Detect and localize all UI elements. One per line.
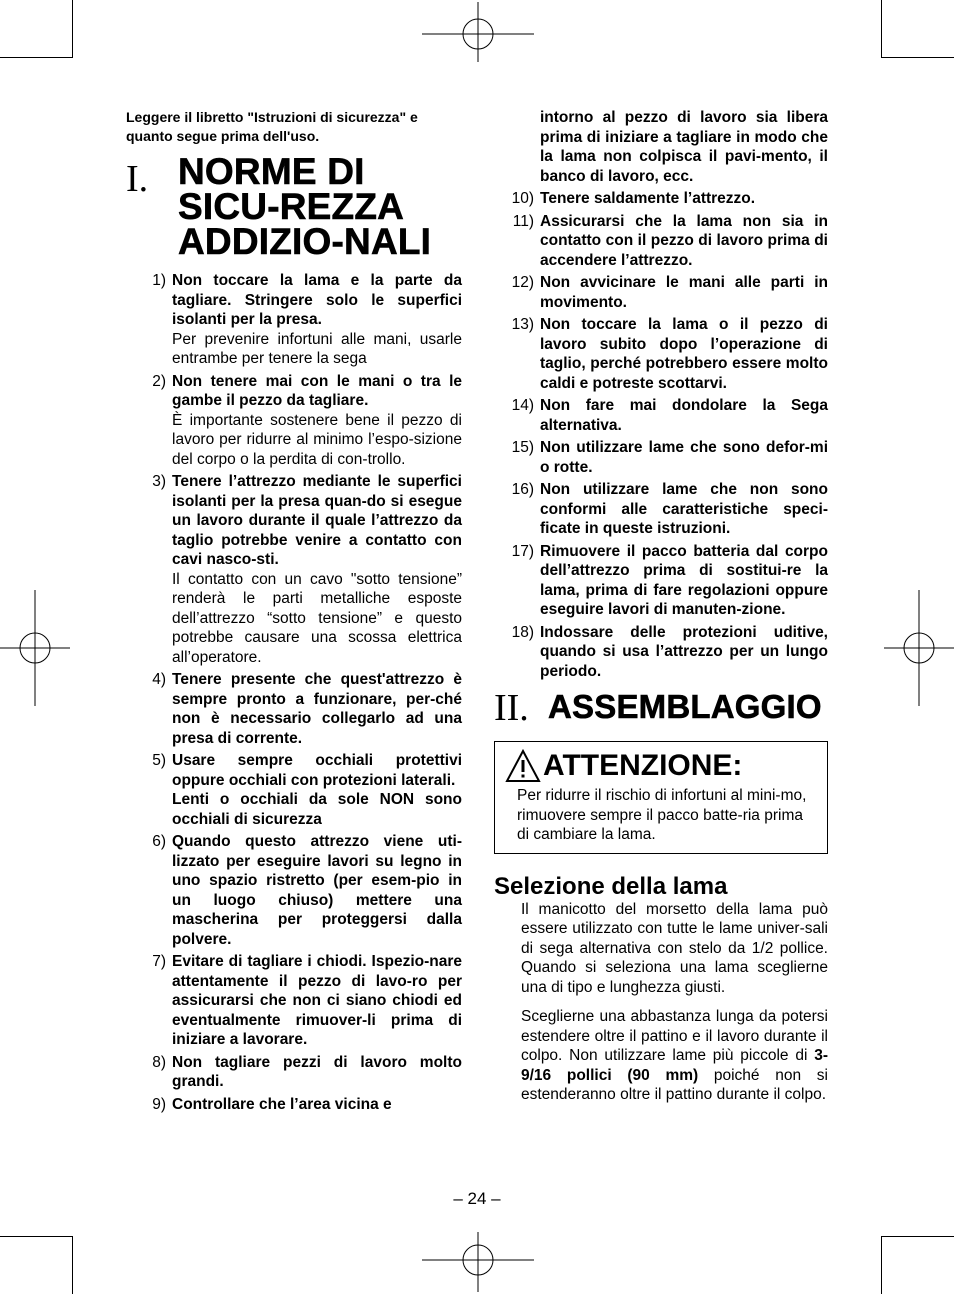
item-number: 1) <box>152 272 166 289</box>
list-item <box>126 1053 462 1092</box>
item-number: 3) <box>152 473 166 490</box>
item-rule: Quando questo attrezzo viene uti-lizzato per eseguire lavori su legno in uno spazio ristretto (per esem-pio in un luogo chiuso) mettere una mascherina per proteggersi dalla polvere. <box>172 833 462 948</box>
list-item <box>126 372 462 470</box>
item-rule: Evitare di tagliare i chiodi. Ispezio-nare attentamente il pezzo di lavo-ro per assicurarsi che non ci siano chiodi ed eventualmente rimuover-li prima di iniziare a lavorare. <box>172 953 462 1048</box>
item-number: 11) <box>512 212 534 230</box>
item-rule: Tenere presente che quest'attrezzo è sempre pronto a funzionare, per-ché non è necessario collegarlo ad una presa di corrente. <box>172 671 462 747</box>
safety-rules-list-continued <box>494 108 828 681</box>
list-item <box>494 315 828 393</box>
item-explanation: Il contatto con un cavo "sotto tensione” renderà le parti metalliche esposte dell’attrezzo “sotto tensione” e questo potrebbe causare una scossa elettrica all’operatore. <box>172 570 462 666</box>
warning-box <box>494 741 828 854</box>
item-number: 6) <box>152 833 166 850</box>
registration-mark-icon <box>884 590 954 706</box>
crop-mark <box>0 57 72 58</box>
list-item <box>494 480 828 539</box>
item-rule: Non utilizzare lame che non sono conformi alle caratteristiche speci-ficate in queste istruzioni. <box>540 481 828 537</box>
list-item <box>126 271 462 369</box>
item-explanation: Per prevenire infortuni alle mani, usarle entrambe per tenere la sega <box>172 330 462 367</box>
section-1-heading <box>126 151 462 262</box>
list-item <box>126 832 462 949</box>
item-rule: Assicurarsi che la lama non sia in contatto con il pezzo di lavoro prima di accendere l’attrezzo. <box>540 212 828 269</box>
list-item <box>126 1095 462 1115</box>
right-column <box>494 108 828 1120</box>
list-item <box>126 472 462 667</box>
item-number: 7) <box>152 953 166 970</box>
crop-mark <box>0 1236 72 1237</box>
item-number: 12) <box>511 274 534 291</box>
list-item <box>494 108 828 186</box>
item-number: 2) <box>152 372 166 390</box>
blade-text: Sceglierne una abbastanza lunga da potersi estendere oltre il pattino e il lavoro durante il colpo. Non utilizzare lame più piccole di <box>521 1008 828 1064</box>
section-title: ASSEMBLAGGIO <box>548 688 822 725</box>
item-number: 18) <box>511 623 534 641</box>
item-number: 4) <box>152 671 166 688</box>
left-column <box>126 108 462 1117</box>
item-number: 17) <box>511 542 534 560</box>
item-rule: Tenere saldamente l’attrezzo. <box>540 190 756 207</box>
page-number: – 24 – <box>453 1189 501 1208</box>
item-number: 13) <box>511 316 534 333</box>
blade-paragraph-1: Il manicotto del morsetto della lama può essere utilizzato con tutte le lame univer-sali di sega alternativa con stelo da 1/2 pollice. Quando si seleziona una lama sceglierne una di tipo e lunghezza giusti. <box>521 900 828 996</box>
section-number: I. <box>126 158 149 200</box>
crop-mark <box>882 57 954 58</box>
section-number: II. <box>494 687 529 729</box>
blade-selection-title: Selezione della lama <box>494 872 728 900</box>
list-item <box>494 542 828 620</box>
item-rule: Non tenere mai con le mani o tra le gambe il pezzo da tagliare. <box>172 372 462 409</box>
item-rule: Non avvicinare le mani alle parti in movimento. <box>540 274 828 311</box>
item-rule: Non utilizzare lame che sono defor-mi o rotte. <box>540 439 828 476</box>
intro-text: Leggere il libretto "Istruzioni di sicurezza" e quanto segue prima dell'uso. <box>126 109 418 144</box>
crop-mark <box>881 1236 882 1294</box>
item-number: 9) <box>152 1095 166 1113</box>
section-title: NORME DI SICU-REZZA ADDIZIO-NALI <box>178 151 432 262</box>
blade-text: poiché non si estenderanno oltre il pattino durante il colpo. <box>521 1066 828 1103</box>
warning-heading <box>505 746 813 786</box>
item-rule: Non toccare la lama o il pezzo di lavoro subito dopo l’operazione di taglio, perché potrebbero essere molto caldi e potreste scottarvi. <box>540 316 828 392</box>
warning-title: ATTENZIONE: <box>543 749 743 782</box>
item-number: 10) <box>511 190 534 207</box>
item-number: 16) <box>511 481 534 498</box>
item-rule: Non fare mai dondolare la Sega alternativa. <box>540 397 828 434</box>
list-item <box>494 623 828 682</box>
list-item <box>494 189 828 209</box>
item-rule: Tenere l’attrezzo mediante le superfici isolanti per la presa quan-do si esegue un lavoro durante il quale l’attrezzo da taglio potrebbe venire a contatto con cavi nasco-sti. <box>172 473 462 568</box>
registration-mark-icon <box>422 1232 534 1292</box>
registration-mark-icon <box>422 2 534 62</box>
item-rule: intorno al pezzo di lavoro sia libera prima di iniziare a tagliare in modo che la lama non colpisca il pavi-mento, il banco di lavoro, ecc. <box>540 109 828 185</box>
list-item <box>126 670 462 748</box>
item-rule: Usare sempre occhiali protettivi oppure occhiali con protezioni laterali. <box>172 752 462 789</box>
list-item <box>126 751 462 829</box>
registration-mark-icon <box>0 590 70 706</box>
list-item <box>494 396 828 435</box>
crop-mark <box>882 1236 954 1237</box>
item-rule: Controllare che l’area vicina e <box>172 1095 392 1113</box>
list-item <box>494 273 828 312</box>
blade-paragraph-2 <box>521 1007 828 1105</box>
item-number: 14) <box>511 397 534 414</box>
warning-triangle-icon <box>505 749 541 783</box>
item-note: Lenti o occhiali da sole NON sono occhiali di sicurezza <box>172 791 462 828</box>
crop-mark <box>881 0 882 58</box>
item-number: 8) <box>152 1053 166 1071</box>
item-number: 5) <box>152 752 166 769</box>
crop-mark <box>72 0 73 58</box>
list-item <box>494 212 828 271</box>
section-2-heading <box>494 687 828 727</box>
item-explanation: È importante sostenere bene il pezzo di lavoro per ridurre al minimo l’espo-sizione del corpo o la perdita di con-trollo. <box>172 411 462 468</box>
safety-rules-list <box>126 271 462 1114</box>
item-rule: Non toccare la lama e la parte da tagliare. Stringere solo le superfici isolanti per la presa. <box>172 272 462 328</box>
item-rule: Non tagliare pezzi di lavoro molto grandi. <box>172 1053 462 1090</box>
item-number: 15) <box>511 439 534 456</box>
item-rule: Indossare delle protezioni uditive, quando si usa l’attrezzo per un lungo periodo. <box>540 623 828 680</box>
blade-min-length: 3-9/16 pollici (90 mm) <box>521 1047 828 1084</box>
list-item <box>494 438 828 477</box>
list-item <box>126 952 462 1050</box>
crop-mark <box>72 1236 73 1294</box>
item-rule: Rimuovere il pacco batteria dal corpo dell’attrezzo prima di sostitui-re la lama, prima di fare regolazioni oppure eseguire lavori di manuten-zione. <box>540 542 828 618</box>
warning-text: Per ridurre il rischio di infortuni al mini-mo, rimuovere sempre il pacco batte-ria prima di cambiare la lama. <box>517 787 807 843</box>
